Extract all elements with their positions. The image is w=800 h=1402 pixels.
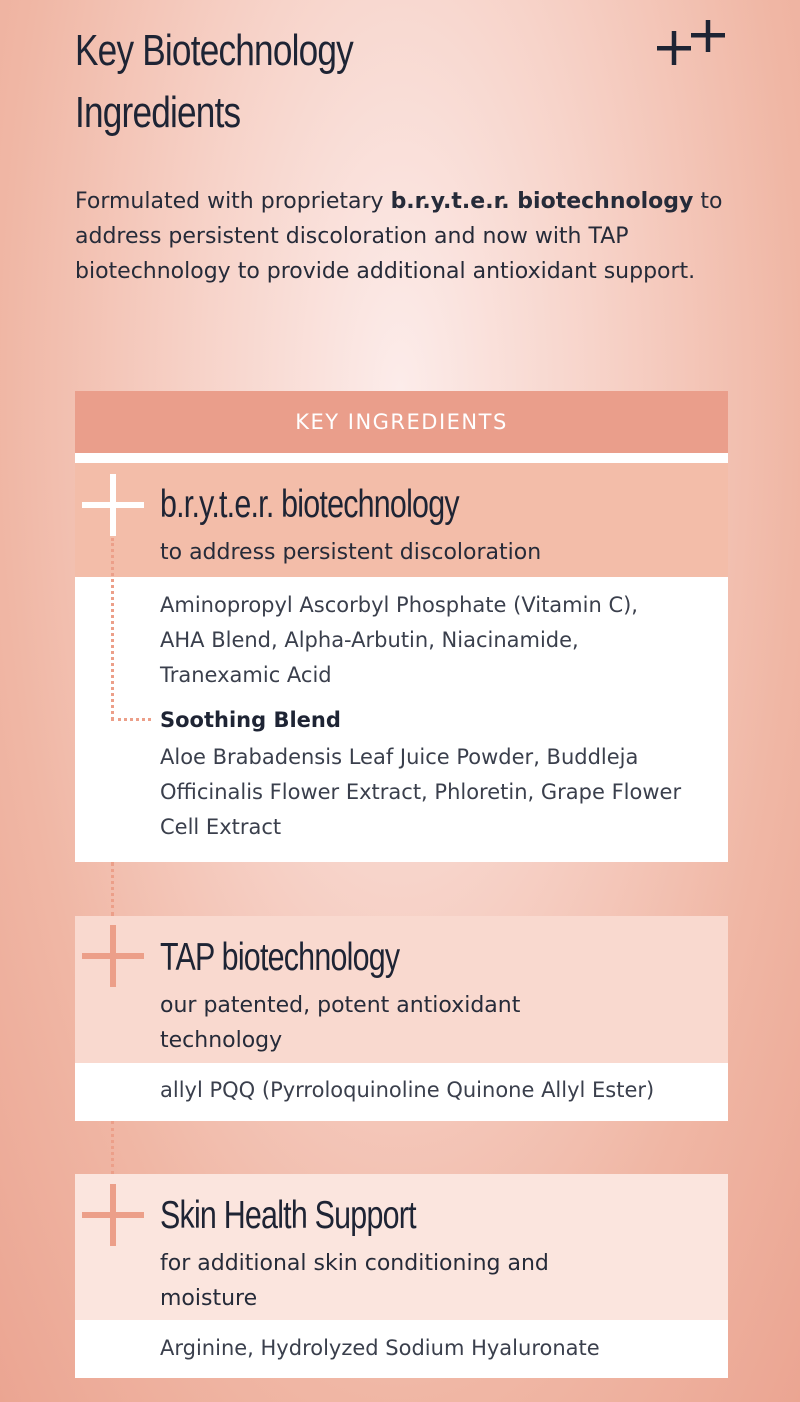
section-bryter-subtitle: to address persistent discoloration: [160, 540, 542, 565]
plus-icon: [82, 474, 144, 536]
page-title-line2: Ingredients: [75, 88, 241, 137]
key-ingredients-header-label: KEY INGREDIENTS: [295, 410, 508, 434]
soothing-blend-title: Soothing Blend: [160, 708, 341, 732]
plus-icon: [82, 925, 144, 987]
intro-text-start: Formulated with proprietary: [75, 189, 391, 214]
skin-health-ingredient-list: Arginine, Hydrolyzed Sodium Hyaluronate: [160, 1336, 600, 1360]
section-bryter-ingredients: [75, 577, 728, 862]
connector-branch-soothing: [111, 718, 151, 721]
page-title: [75, 20, 353, 144]
key-ingredients-header: [75, 391, 728, 453]
intro-paragraph: [75, 184, 735, 289]
section-skin-health-name: Skin Health Support: [160, 1194, 416, 1237]
connector-line-section2-to-3: [111, 1121, 114, 1174]
connector-line-section1: [111, 538, 114, 720]
section-bryter-band: [75, 463, 728, 577]
section-skin-health-ingredients: [75, 1320, 728, 1378]
intro-text-bold: b.r.y.t.e.r. biotechnology: [390, 189, 694, 214]
bryter-ingredient-list: Aminopropyl Ascorbyl Phosphate (Vitamin C), AHA Blend, Alpha-Arbutin, Niacinamide, Tranexamic Acid: [160, 593, 638, 687]
section-skin-health-band: [75, 1174, 728, 1320]
section-tap-band: [75, 916, 728, 1063]
section-tap-name: TAP biotechnology: [160, 936, 400, 979]
connector-line-section1-to-2: [111, 862, 114, 916]
section-tap-subtitle: our patented, potent antioxidant technology: [160, 993, 521, 1053]
page-title-line1: Key Biotechnology: [75, 26, 353, 75]
section-skin-health-subtitle: for additional skin conditioning and moisture: [160, 1251, 549, 1311]
section-tap-ingredients: [75, 1063, 728, 1121]
section-bryter-name: b.r.y.t.e.r. biotechnology: [160, 483, 459, 526]
soothing-blend-list: Aloe Brabadensis Leaf Juice Powder, Buddleja Officinalis Flower Extract, Phloretin, Grape Flower Cell Extract: [160, 745, 682, 839]
plus-icon: [82, 1184, 144, 1246]
header-divider: [75, 453, 728, 463]
tap-ingredient-list: allyl PQQ (Pyrroloquinoline Quinone Allyl Ester): [160, 1078, 655, 1102]
double-plus-logo-icon: [657, 20, 727, 70]
intro-text-end: to address persistent discoloration and now with TAP biotechnology to provide additional antioxidant support.: [75, 189, 723, 284]
